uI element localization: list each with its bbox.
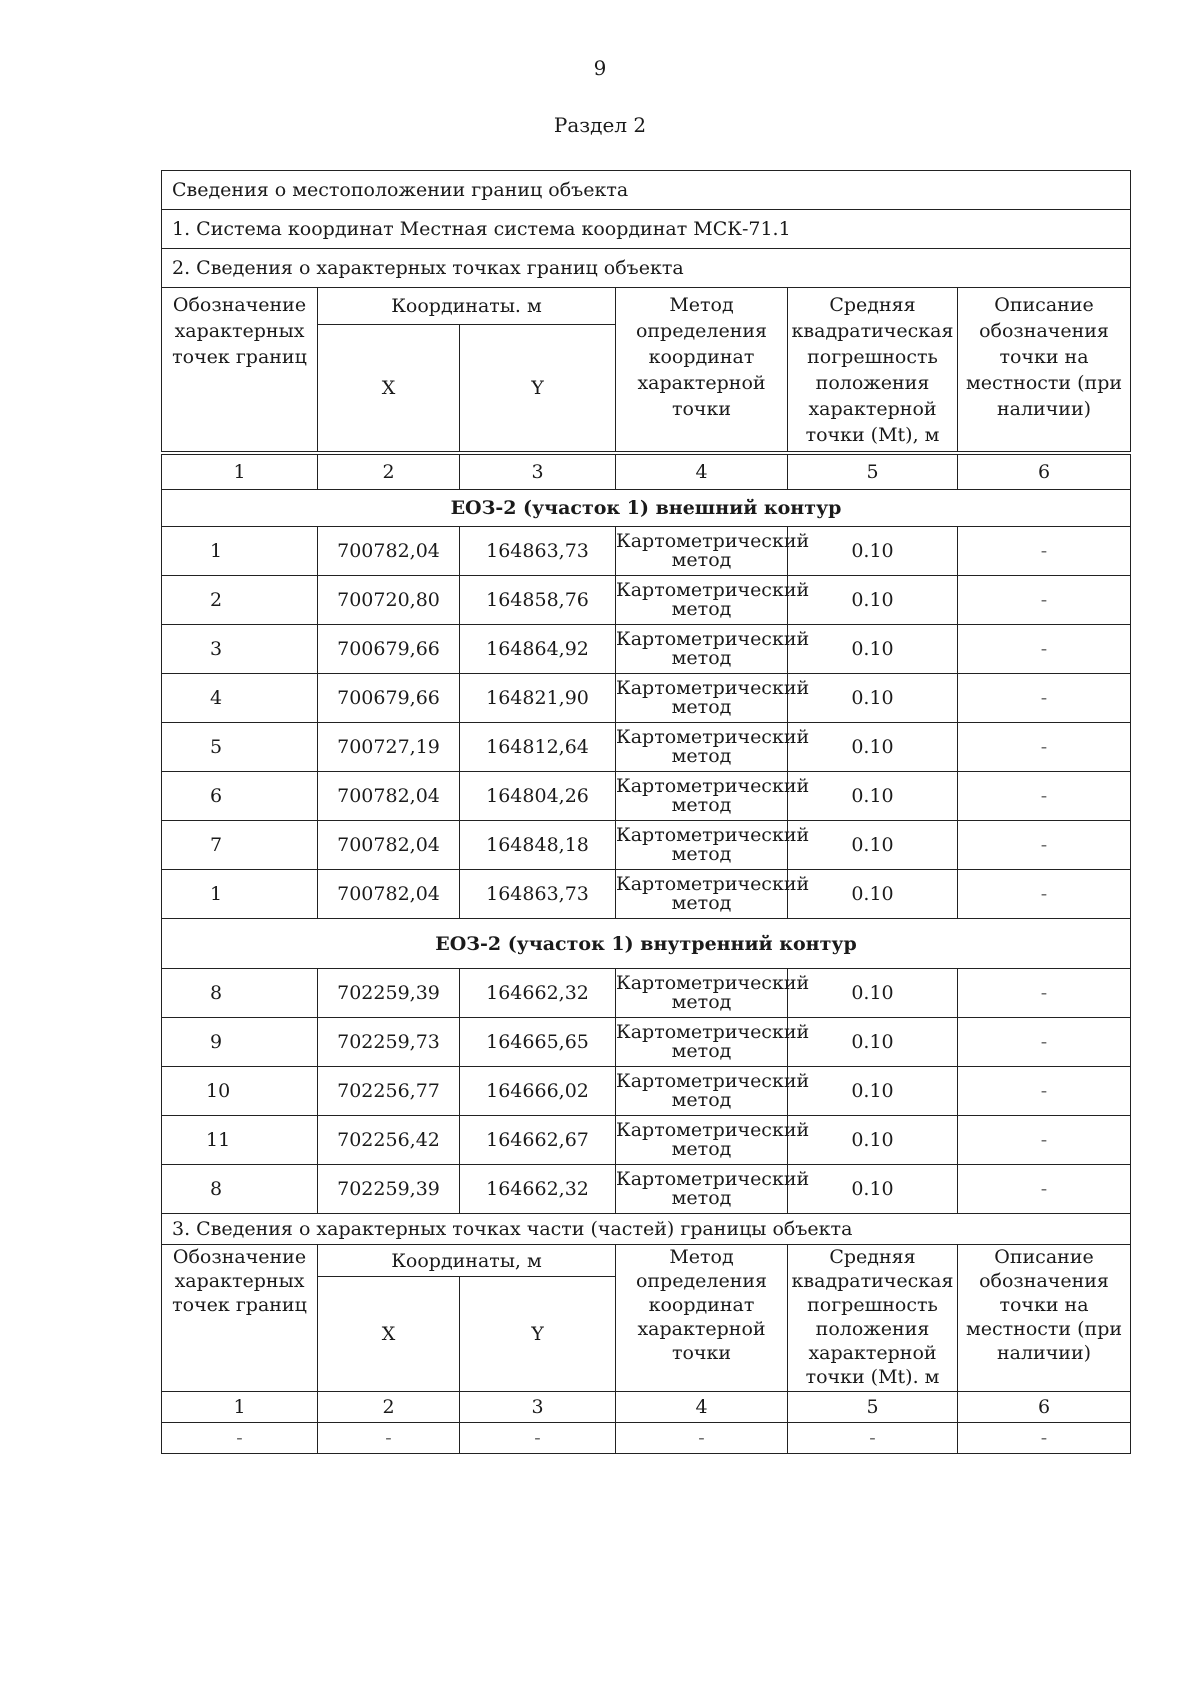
col-number: 6	[958, 1392, 1131, 1423]
method: Картометрический метод	[616, 527, 788, 576]
col-number: 4	[616, 453, 788, 490]
header-coords: Координаты. м	[318, 288, 616, 325]
coord-x: 700679,66	[318, 625, 460, 674]
cell-dash: -	[958, 1423, 1131, 1454]
coord-y: 164812,64	[460, 723, 616, 772]
method: Картометрический метод	[616, 674, 788, 723]
description: -	[958, 870, 1131, 919]
method: Картометрический метод	[616, 821, 788, 870]
part-header-error: Средняя квадратическая погрешность положения характерной точки (Mt). м	[788, 1245, 958, 1392]
point-number: 3	[162, 625, 318, 674]
error-value: 0.10	[788, 821, 958, 870]
outer-contour-title: ЕОЗ-2 (участок 1) внешний контур	[162, 490, 1131, 527]
table-title: Сведения о местоположении границ объекта	[162, 171, 1131, 210]
col-number: 1	[162, 1392, 318, 1423]
part-header-desc: Описание обозначения точки на местности (при наличии)	[958, 1245, 1131, 1392]
cell-dash: -	[788, 1423, 958, 1454]
point-row	[162, 1067, 1131, 1116]
error-value: 0.10	[788, 527, 958, 576]
description: -	[958, 1067, 1131, 1116]
method: Картометрический метод	[616, 1018, 788, 1067]
point-row	[162, 772, 1131, 821]
point-row	[162, 1116, 1131, 1165]
part-header-coords: Координаты, м	[318, 1245, 616, 1277]
description: -	[958, 1116, 1131, 1165]
section-title: Раздел 2	[553, 113, 647, 137]
coord-x: 700782,04	[318, 870, 460, 919]
point-row	[162, 576, 1131, 625]
coord-y: 164821,90	[460, 674, 616, 723]
col-number: 4	[616, 1392, 788, 1423]
method: Картометрический метод	[616, 1116, 788, 1165]
coord-y: 164864,92	[460, 625, 616, 674]
point-row	[162, 870, 1131, 919]
col-number: 3	[460, 1392, 616, 1423]
description: -	[958, 772, 1131, 821]
method: Картометрический метод	[616, 1165, 788, 1214]
description: -	[958, 674, 1131, 723]
error-value: 0.10	[788, 870, 958, 919]
coord-y: 164848,18	[460, 821, 616, 870]
point-row	[162, 969, 1131, 1018]
coord-x: 702256,42	[318, 1116, 460, 1165]
outer-rows	[162, 527, 1131, 919]
coord-y: 164858,76	[460, 576, 616, 625]
description: -	[958, 625, 1131, 674]
point-number: 8	[162, 969, 318, 1018]
coord-y: 164863,73	[460, 527, 616, 576]
point-number: 7	[162, 821, 318, 870]
error-value: 0.10	[788, 723, 958, 772]
col-number: 1	[162, 453, 318, 490]
point-number: 1	[162, 527, 318, 576]
method: Картометрический метод	[616, 870, 788, 919]
coord-y: 164665,65	[460, 1018, 616, 1067]
coord-y: 164666,02	[460, 1067, 616, 1116]
error-value: 0.10	[788, 674, 958, 723]
part-header-method: Метод определения координат характерной точки	[616, 1245, 788, 1392]
part-heading: 3. Сведения о характерных точках части (частей) границы объекта	[162, 1214, 1131, 1245]
coord-y: 164804,26	[460, 772, 616, 821]
point-row	[162, 674, 1131, 723]
inner-rows	[162, 969, 1131, 1214]
coord-x: 700720,80	[318, 576, 460, 625]
point-row	[162, 527, 1131, 576]
coord-x: 702259,39	[318, 969, 460, 1018]
boundary-table	[161, 170, 1131, 1454]
page-number: 9	[593, 56, 607, 80]
point-number: 9	[162, 1018, 318, 1067]
point-number: 11	[162, 1116, 318, 1165]
error-value: 0.10	[788, 576, 958, 625]
header-x: X	[318, 325, 460, 453]
col-number: 5	[788, 453, 958, 490]
point-number: 5	[162, 723, 318, 772]
method: Картометрический метод	[616, 723, 788, 772]
error-value: 0.10	[788, 1116, 958, 1165]
part-row	[162, 1423, 1131, 1454]
part-header-point: Обозначение характерных точек границ	[162, 1245, 318, 1392]
point-number: 4	[162, 674, 318, 723]
coord-x: 700782,04	[318, 821, 460, 870]
point-number: 8	[162, 1165, 318, 1214]
coord-x: 700679,66	[318, 674, 460, 723]
coord-x: 702259,39	[318, 1165, 460, 1214]
coord-x: 702256,77	[318, 1067, 460, 1116]
point-number: 6	[162, 772, 318, 821]
description: -	[958, 969, 1131, 1018]
cell-dash: -	[318, 1423, 460, 1454]
coord-y: 164662,67	[460, 1116, 616, 1165]
coord-y: 164662,32	[460, 969, 616, 1018]
header-error: Средняя квадратическая погрешность положения характерной точки (Mt), м	[788, 288, 958, 453]
point-row	[162, 1165, 1131, 1214]
part-header-x: X	[318, 1277, 460, 1392]
col-number: 2	[318, 453, 460, 490]
coord-x: 700782,04	[318, 772, 460, 821]
header-method: Метод определения координат характерной точки	[616, 288, 788, 453]
point-row	[162, 821, 1131, 870]
point-row	[162, 1018, 1131, 1067]
description: -	[958, 1018, 1131, 1067]
error-value: 0.10	[788, 1067, 958, 1116]
coord-x: 700727,19	[318, 723, 460, 772]
error-value: 0.10	[788, 625, 958, 674]
col-number: 3	[460, 453, 616, 490]
col-number: 2	[318, 1392, 460, 1423]
description: -	[958, 821, 1131, 870]
error-value: 0.10	[788, 772, 958, 821]
point-number: 2	[162, 576, 318, 625]
method: Картометрический метод	[616, 772, 788, 821]
point-number: 10	[162, 1067, 318, 1116]
coord-x: 702259,73	[318, 1018, 460, 1067]
description: -	[958, 527, 1131, 576]
point-row	[162, 625, 1131, 674]
coord-y: 164863,73	[460, 870, 616, 919]
method: Картометрический метод	[616, 969, 788, 1018]
description: -	[958, 723, 1131, 772]
method: Картометрический метод	[616, 1067, 788, 1116]
cell-dash: -	[460, 1423, 616, 1454]
points-heading: 2. Сведения о характерных точках границ объекта	[162, 249, 1131, 288]
coord-x: 700782,04	[318, 527, 460, 576]
description: -	[958, 576, 1131, 625]
method: Картометрический метод	[616, 576, 788, 625]
coord-y: 164662,32	[460, 1165, 616, 1214]
cell-dash: -	[616, 1423, 788, 1454]
header-desc: Описание обозначения точки на местности (при наличии)	[958, 288, 1131, 453]
header-point: Обозначение характерных точек границ	[162, 288, 318, 453]
point-number: 1	[162, 870, 318, 919]
header-y: Y	[460, 325, 616, 453]
part-col-numbers-row	[162, 1392, 1131, 1423]
part-header-y: Y	[460, 1277, 616, 1392]
coord-system: 1. Система координат Местная система координат МСК-71.1	[162, 210, 1131, 249]
method: Картометрический метод	[616, 625, 788, 674]
col-number: 6	[958, 453, 1131, 490]
point-row	[162, 723, 1131, 772]
error-value: 0.10	[788, 1165, 958, 1214]
col-numbers-row	[162, 453, 1131, 490]
cell-dash: -	[162, 1423, 318, 1454]
error-value: 0.10	[788, 969, 958, 1018]
description: -	[958, 1165, 1131, 1214]
inner-contour-title: ЕОЗ-2 (участок 1) внутренний контур	[162, 919, 1131, 969]
col-number: 5	[788, 1392, 958, 1423]
error-value: 0.10	[788, 1018, 958, 1067]
